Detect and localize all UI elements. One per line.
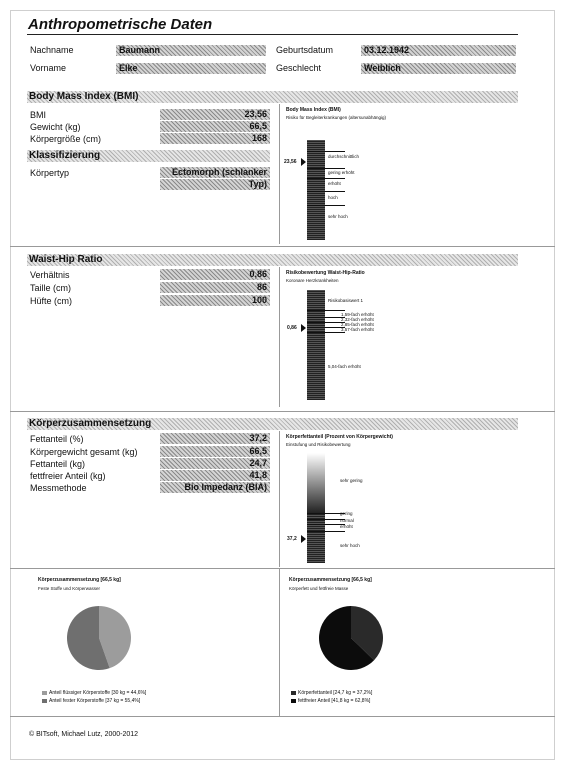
whr-tick bbox=[307, 322, 345, 323]
geschlecht-field: Weiblich bbox=[361, 63, 516, 74]
whr-range-label: Risikobasiswert 1 bbox=[328, 298, 364, 303]
fettanteil-kg-value: 24,7 bbox=[160, 458, 270, 469]
section-separator bbox=[10, 716, 555, 717]
huefte-label: Hüfte (cm) bbox=[30, 296, 73, 306]
bmi-tick bbox=[307, 191, 345, 192]
koerpertyp-value-line2: Typ) bbox=[160, 179, 270, 190]
pie2-legend-label: fettfreier Anteil [41,8 kg = 62,8%] bbox=[298, 698, 371, 704]
whr-range-label: 2,85-fach erhöht bbox=[341, 322, 374, 327]
klassifizierung-heading: Klassifizierung bbox=[27, 150, 270, 162]
section-separator bbox=[10, 246, 555, 247]
kz-tick bbox=[307, 531, 345, 532]
kz-marker-value: 37,2 bbox=[287, 536, 297, 542]
pie1-legend-item bbox=[42, 698, 140, 704]
legend-swatch bbox=[42, 699, 47, 703]
geschlecht-label: Geschlecht bbox=[276, 63, 322, 73]
whr-chart-subtitle: Koronare Herzkrankheiten bbox=[286, 278, 339, 283]
whr-range-label: 5,04-fach erhöht bbox=[328, 364, 361, 369]
pie1-subtitle: Feste Stoffe und Körperwasser bbox=[38, 586, 100, 591]
koerpergewicht-value: 66,5 bbox=[160, 446, 270, 457]
kz-heading: Körperzusammensetzung bbox=[27, 418, 518, 430]
pie1-title: Körperzusammensetzung [66,5 kg] bbox=[38, 577, 121, 583]
verhaeltnis-value: 0,86 bbox=[160, 269, 270, 280]
pie1-legend-label: Anteil fester Körperstoffe [37 kg = 55,4%] bbox=[49, 698, 141, 704]
pie2-legend-item bbox=[291, 698, 370, 704]
whr-tick bbox=[307, 327, 345, 328]
verhaeltnis-label: Verhältnis bbox=[30, 270, 70, 280]
pie-divider bbox=[279, 568, 280, 716]
koerpergroesse-label: Körpergröße (cm) bbox=[30, 134, 102, 144]
gewicht-value: 66,5 bbox=[160, 121, 270, 132]
whr-heading: Waist-Hip Ratio bbox=[27, 254, 518, 266]
page-title: Anthropometrische Daten bbox=[28, 16, 213, 33]
kz-chart-title: Körperfettanteil (Prozent von Körpergewicht) bbox=[286, 434, 393, 440]
koerpertyp-label: Körpertyp bbox=[30, 168, 70, 178]
messmethode-value: Bio Impedanz (BIA) bbox=[160, 482, 270, 493]
gewicht-label: Gewicht (kg) bbox=[30, 122, 81, 132]
bmi-tick bbox=[307, 178, 345, 179]
bmi-range-label: hoch bbox=[328, 195, 338, 200]
bmi-scale-bar bbox=[307, 140, 325, 240]
bmi-range-label: gering erhöht bbox=[328, 170, 355, 175]
kz-scale-bar bbox=[307, 513, 325, 563]
taille-label: Taille (cm) bbox=[30, 283, 72, 293]
section-separator bbox=[10, 411, 555, 412]
footer-copyright: © BITsoft, Michael Lutz, 2000-2012 bbox=[29, 731, 139, 738]
whr-tick bbox=[307, 317, 345, 318]
kz-range-label: normal bbox=[340, 518, 354, 523]
pie2-chart bbox=[318, 605, 384, 671]
whr-scale-bar bbox=[307, 290, 325, 400]
kz-range-label: sehr gering bbox=[340, 478, 363, 483]
fettanteil-pct-label: Fettanteil (%) bbox=[30, 434, 84, 444]
bmi-range-label: durchschnittlich bbox=[328, 154, 360, 159]
geburtsdatum-label: Geburtsdatum bbox=[276, 45, 334, 55]
kz-marker-arrow bbox=[301, 535, 306, 543]
whr-range-label: 2,32-fach erhöht bbox=[341, 317, 374, 322]
fettfrei-value: 41,8 bbox=[160, 470, 270, 481]
whr-chart-title: Risikobewertung Waist-Hip-Ratio bbox=[286, 270, 365, 276]
nachname-label: Nachname bbox=[30, 45, 74, 55]
vorname-field: Elke bbox=[116, 63, 266, 74]
kz-scale-gradient bbox=[307, 453, 325, 513]
bmi-range-label: sehr hoch bbox=[328, 214, 348, 219]
pie2-legend-label: Körperfettanteil [24,7 kg = 37,2%] bbox=[298, 690, 373, 696]
whr-divider bbox=[279, 267, 280, 407]
legend-swatch bbox=[291, 699, 296, 703]
koerpergewicht-label: Körpergewicht gesamt (kg) bbox=[30, 447, 138, 457]
pie2-title: Körperzusammensetzung [66,5 kg] bbox=[289, 577, 372, 583]
pie2-legend-item bbox=[291, 690, 372, 696]
fettfrei-label: fettfreier Anteil (kg) bbox=[30, 471, 106, 481]
kz-divider bbox=[279, 431, 280, 567]
bmi-heading: Body Mass Index (BMI) bbox=[27, 91, 518, 103]
whr-range-label: 1,59-fach erhöht bbox=[341, 312, 374, 317]
whr-range-label: 3,57-fach erhöht bbox=[341, 327, 374, 332]
pie1-chart bbox=[66, 605, 132, 671]
vorname-label: Vorname bbox=[30, 63, 67, 73]
koerpertyp-value-line1: Ectomorph (schlanker bbox=[160, 167, 270, 178]
bmi-tick bbox=[307, 205, 345, 206]
huefte-value: 100 bbox=[160, 295, 270, 306]
kz-range-label: erhöht bbox=[340, 524, 353, 529]
whr-marker-arrow bbox=[301, 324, 306, 332]
bmi-marker-value: 23,56 bbox=[284, 159, 297, 165]
legend-swatch bbox=[42, 691, 47, 695]
bmi-chart-subtitle: Risiko für Begleiterkrankungen (altersunabhängig) bbox=[286, 115, 387, 120]
bmi-value: 23,56 bbox=[160, 109, 270, 120]
pie1-legend-label: Anteil flüssiger Körperstoffe [30 kg = 44,6%] bbox=[49, 690, 147, 696]
taille-value: 86 bbox=[160, 282, 270, 293]
fettanteil-pct-value: 37,2 bbox=[160, 433, 270, 444]
bmi-marker-arrow bbox=[301, 158, 306, 166]
section-separator bbox=[10, 568, 555, 569]
koerpergroesse-value: 168 bbox=[160, 133, 270, 144]
kz-range-label: sehr hoch bbox=[340, 543, 360, 548]
bmi-range-label: erhöht bbox=[328, 181, 341, 186]
kz-chart-subtitle: Einstufung und Risikobewertung bbox=[286, 442, 351, 447]
bmi-chart-title: Body Mass Index (BMI) bbox=[286, 107, 341, 113]
whr-tick bbox=[307, 310, 345, 311]
geburtsdatum-field: 03.12.1942 bbox=[361, 45, 516, 56]
bmi-label: BMI bbox=[30, 110, 47, 120]
title-rule bbox=[27, 34, 518, 35]
bmi-divider bbox=[279, 104, 280, 244]
messmethode-label: Messmethode bbox=[30, 483, 87, 493]
kz-range-label: gering bbox=[340, 511, 353, 516]
fettanteil-kg-label: Fettanteil (kg) bbox=[30, 459, 86, 469]
nachname-field: Baumann bbox=[116, 45, 266, 56]
bmi-tick bbox=[307, 168, 345, 169]
bmi-tick bbox=[307, 151, 345, 152]
whr-tick bbox=[307, 332, 345, 333]
legend-swatch bbox=[291, 691, 296, 695]
whr-marker-value: 0,86 bbox=[287, 325, 297, 331]
pie2-subtitle: Körperfett und fettfreie Masse bbox=[289, 586, 349, 591]
pie1-legend-item bbox=[42, 690, 146, 696]
